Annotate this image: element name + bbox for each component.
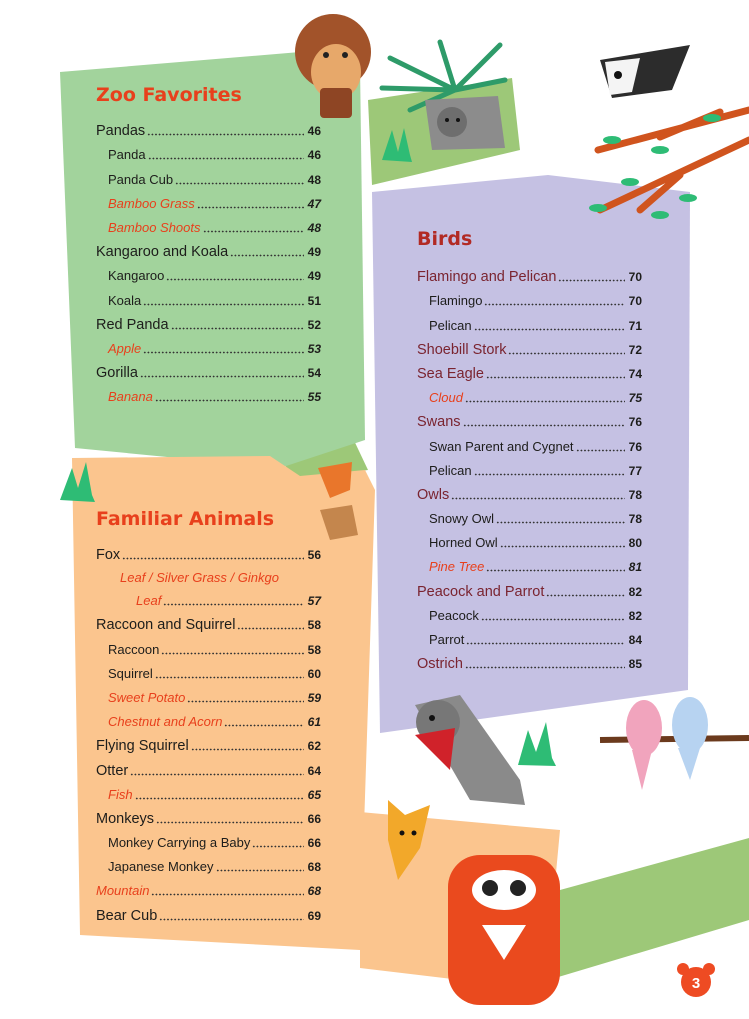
page-number-badge <box>676 962 716 998</box>
toc-entry[interactable]: Japanese Monkey 68 <box>108 859 321 875</box>
green-strip-bottom <box>555 838 749 978</box>
toc-entry[interactable]: Snowy Owl 78 <box>429 511 642 527</box>
page-number: 3 <box>691 975 701 992</box>
toc-entry[interactable]: Kangaroo 49 <box>108 268 321 284</box>
toc-entry[interactable]: Peacock and Parrot 82 <box>417 583 642 600</box>
toc-entry[interactable]: Cloud 75 <box>429 390 642 406</box>
section-title: Birds <box>417 228 473 250</box>
toc-entry[interactable]: Flamingo and Pelican 70 <box>417 269 642 286</box>
toc-entry[interactable]: Parrot 84 <box>429 632 642 647</box>
toc-entry[interactable]: Swans 76 <box>417 414 642 431</box>
section-title: Zoo Favorites <box>96 84 242 106</box>
toc-entry[interactable]: Red Panda 52 <box>96 316 321 333</box>
toc-entry[interactable]: Gorilla 54 <box>96 365 321 382</box>
toc-entry[interactable]: Raccoon 58 <box>108 641 321 657</box>
toc-entry[interactable]: Shoebill Stork 72 <box>417 341 642 358</box>
toc-entry[interactable]: Horned Owl 80 <box>429 535 642 551</box>
birds-section <box>417 228 642 672</box>
toc-entry[interactable]: Fox 56 <box>96 547 321 564</box>
toc-entry[interactable]: Ostrich 85 <box>417 656 642 673</box>
zoo-favorites-section <box>96 84 321 405</box>
toc-entry[interactable]: Otter 64 <box>96 762 321 779</box>
toc-entry[interactable]: Monkeys 66 <box>96 810 321 827</box>
toc-entry[interactable]: Owls 78 <box>417 486 642 503</box>
section-title: Familiar Animals <box>96 508 275 530</box>
toc-entry[interactable]: Panda Cub 48 <box>108 171 321 187</box>
toc-entry[interactable]: Swan Parent and Cygnet 76 <box>429 438 642 454</box>
toc-entry[interactable]: Squirrel 60 <box>108 665 321 681</box>
toc-entry[interactable]: Sweet Potato 59 <box>108 689 321 705</box>
toc-entry[interactable]: Bamboo Shoots 48 <box>108 219 321 235</box>
toc-entry[interactable]: Chestnut and Acorn 61 <box>108 714 321 730</box>
origami-red-panda-illustration <box>448 855 560 1005</box>
toc-entry[interactable]: Sea Eagle 74 <box>417 365 642 382</box>
toc-entry[interactable]: Pine Tree 81 <box>429 559 642 575</box>
toc-entry[interactable]: Pelican 71 <box>429 317 642 333</box>
origami-parrot-illustration <box>600 697 749 790</box>
toc-entry[interactable]: Pandas 46 <box>96 123 321 140</box>
toc-entry[interactable]: Monkey Carrying a Baby 66 <box>108 835 321 851</box>
origami-panda-illustration <box>600 45 690 98</box>
toc-entry[interactable]: Mountain 68 <box>96 883 321 899</box>
toc-entry[interactable]: Panda 46 <box>108 147 321 163</box>
toc-entry[interactable]: Bamboo Grass 47 <box>108 195 321 211</box>
toc-entry[interactable]: Bear Cub 69 <box>96 907 321 924</box>
toc-entry[interactable]: Koala 51 <box>108 292 321 308</box>
toc-entry[interactable]: Raccoon and Squirrel 58 <box>96 617 321 634</box>
toc-entry[interactable]: Flamingo 70 <box>429 293 642 309</box>
toc-entry[interactable]: Flying Squirrel 62 <box>96 738 321 755</box>
toc-entry[interactable]: Peacock 82 <box>429 607 642 623</box>
toc-entry[interactable]: Fish 65 <box>108 786 321 802</box>
toc-entry[interactable]: Pelican 77 <box>429 462 642 478</box>
toc-entry[interactable]: Apple 53 <box>108 340 321 356</box>
toc-entry[interactable]: Leaf / Silver Grass / Ginkgo Leaf 57 <box>120 570 321 609</box>
toc-entry[interactable]: Banana 55 <box>108 389 321 405</box>
familiar-animals-section <box>96 508 321 924</box>
toc-entry[interactable]: Kangaroo and Koala 49 <box>96 244 321 261</box>
